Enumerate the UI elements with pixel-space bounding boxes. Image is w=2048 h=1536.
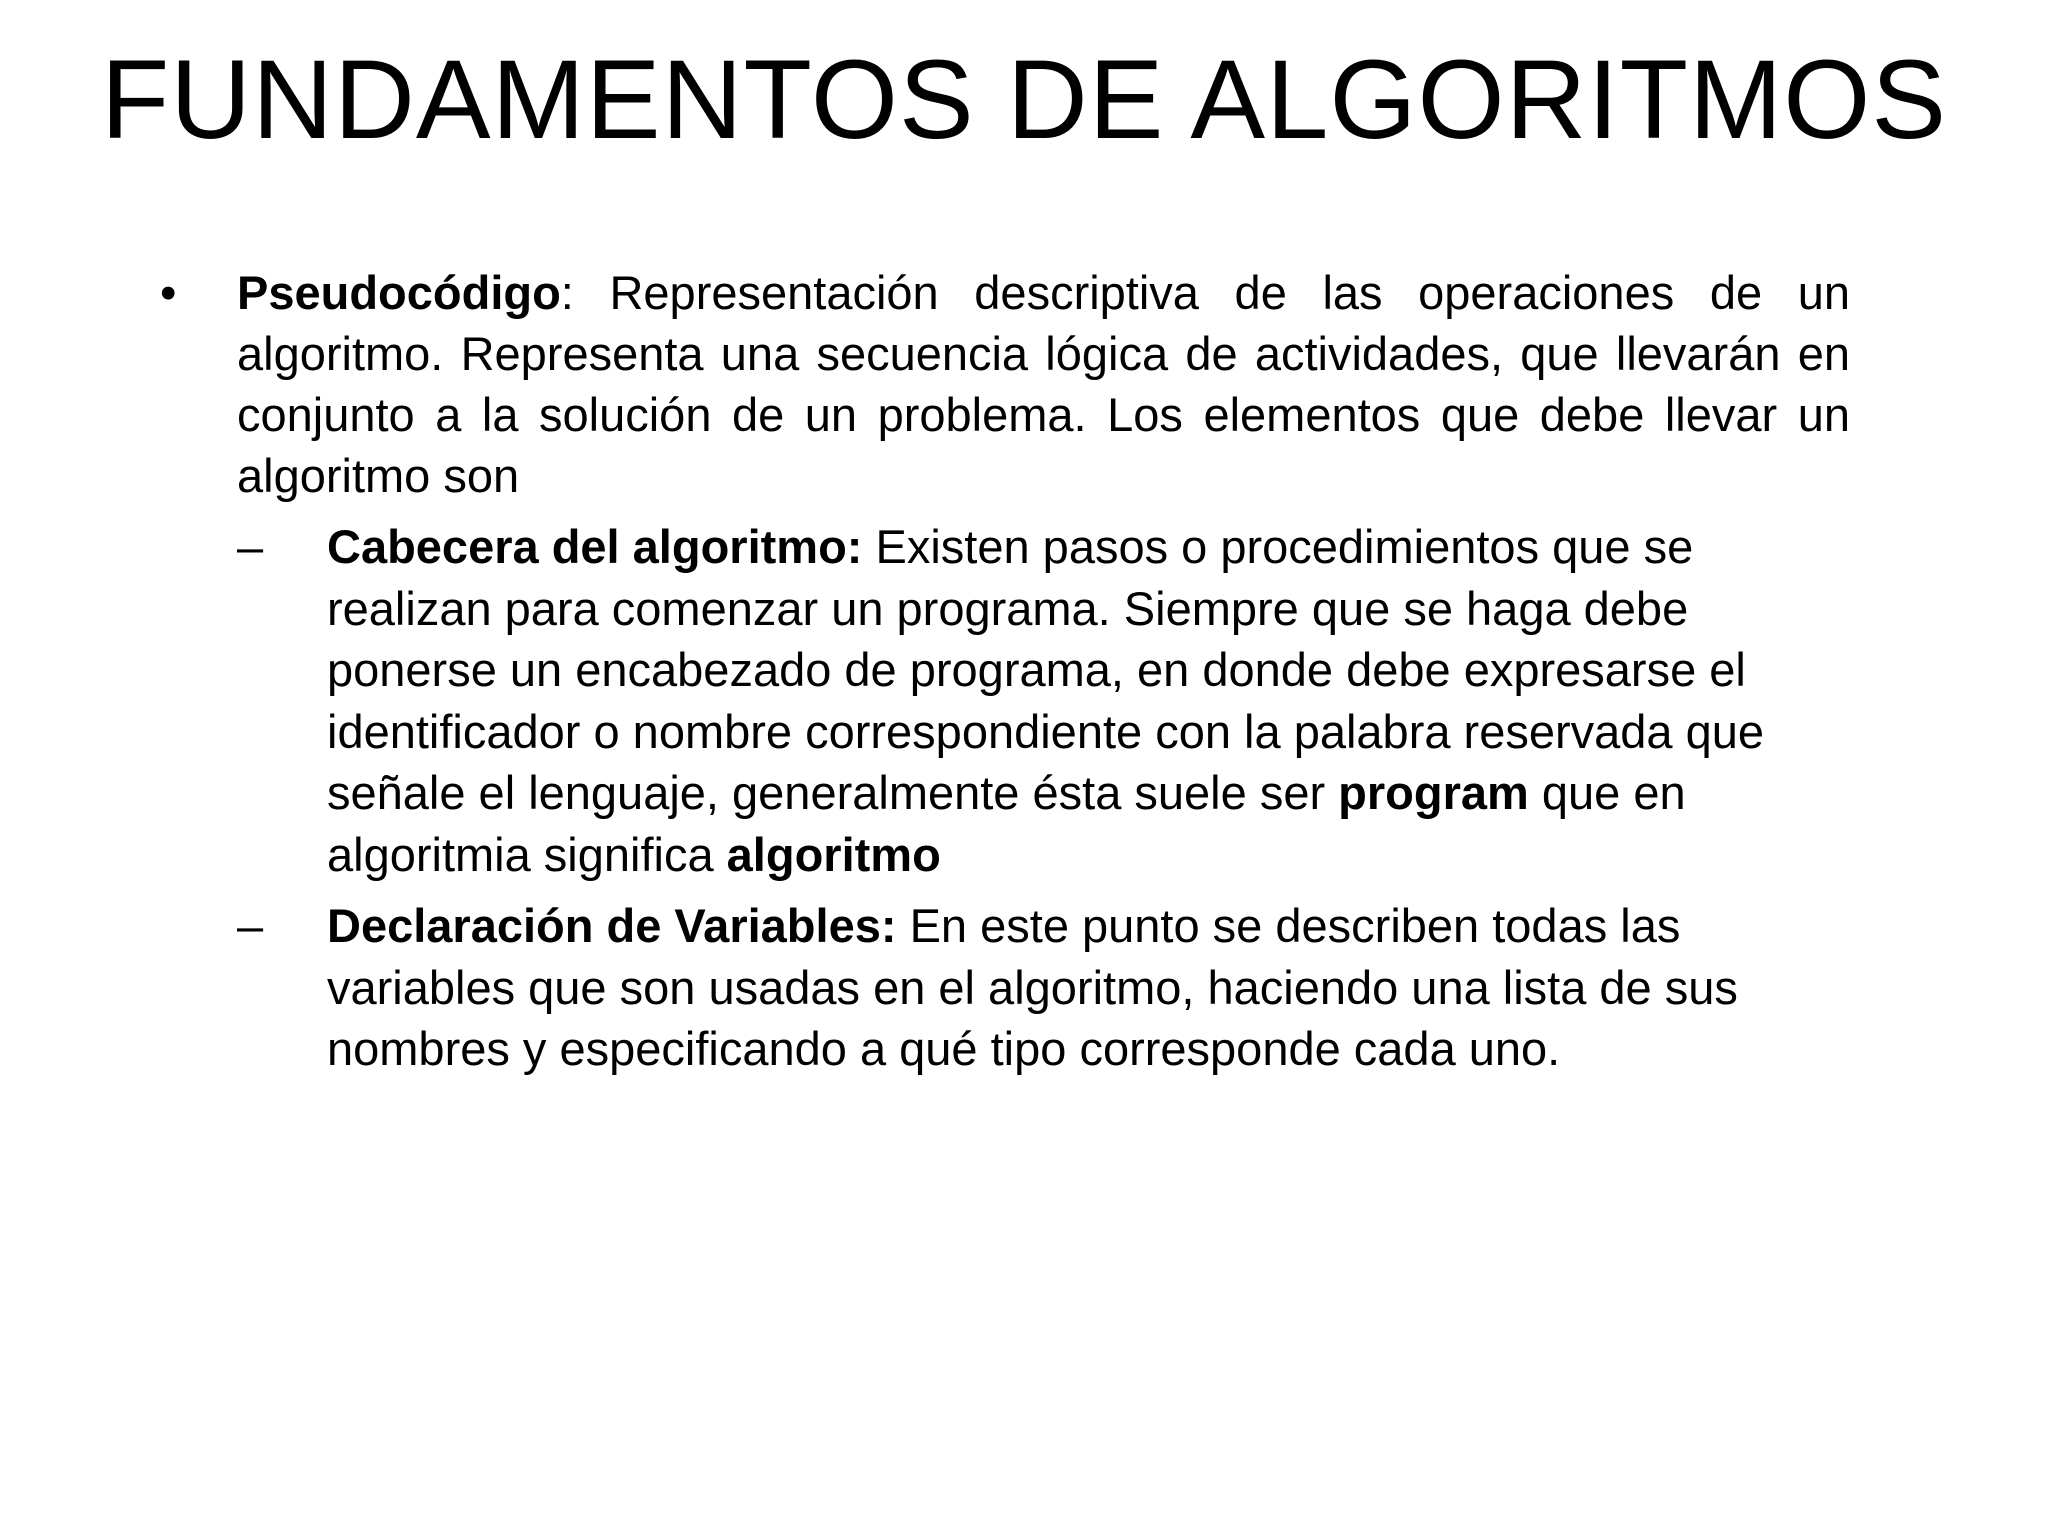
- definition-cabecera-cont: que en algoritmia significa: [327, 766, 1686, 881]
- definition-cabecera: Existen pasos o procedimientos que se realizan para comenzar un programa. Siempre que se haga debe ponerse un encabezado de programa, en donde debe expresarse el identificador o nombre correspondiente con la palabra reservada que señale el lenguaje, generalmente ésta suele ser: [327, 520, 1765, 819]
- subbullet-declaracion: [237, 895, 1807, 1080]
- definition-pseudocodigo: : Representación descriptiva de las operaciones de un algoritmo. Representa una secuencia lógica de actividades, que llevarán en conjunto a la solución de un problema. Los elementos que debe llevar un algoritmo son: [237, 266, 1850, 502]
- bullet-marker: •: [160, 266, 177, 319]
- slide-title: FUNDAMENTOS DE ALGORITMOS: [100, 37, 1948, 162]
- keyword-program: program: [1338, 766, 1529, 819]
- subbullet-cabecera: [237, 516, 1807, 885]
- term-pseudocodigo: Pseudocódigo: [237, 266, 561, 319]
- term-cabecera: Cabecera del algoritmo:: [327, 520, 863, 573]
- bullet-pseudocodigo: [160, 262, 1850, 506]
- definition-declaracion: En este punto se describen todas las variables que son usadas en el algoritmo, haciendo una lista de sus nombres y especificando a qué tipo corresponde cada uno.: [327, 899, 1738, 1075]
- term-declaracion: Declaración de Variables:: [327, 899, 897, 952]
- subbullet-marker: –: [237, 899, 264, 952]
- keyword-algoritmo: algoritmo: [726, 827, 941, 881]
- subbullet-marker: –: [237, 520, 264, 573]
- slide-body: [160, 262, 1850, 1080]
